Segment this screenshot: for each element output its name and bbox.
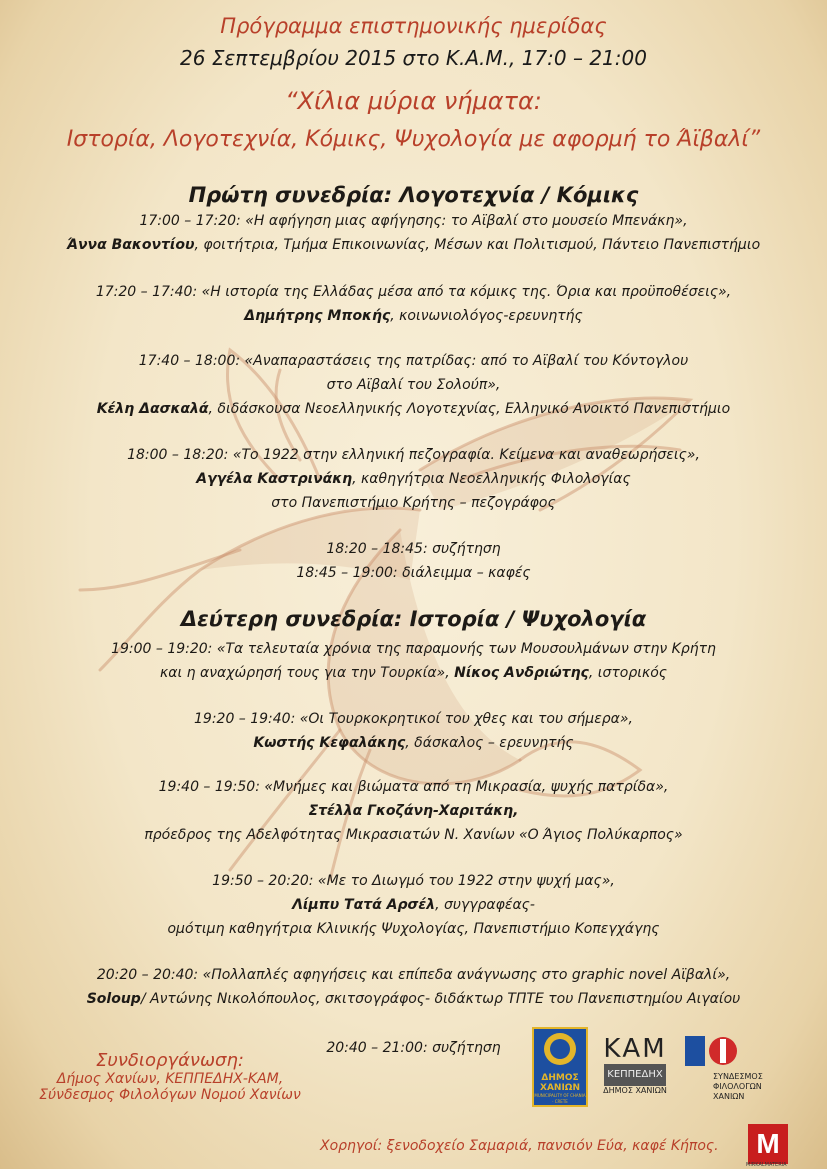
s2-event2-title: 19:20 – 19:40: «Οι Τουρκοκρητικοί του χθες και του σήμερα», [194,711,633,727]
speaker-role: , δάσκαλος – ερευνητής [405,735,574,751]
speaker-role: , διδάσκουσα Νεοελληνικής Λογοτεχνίας, Ελληνικό Ανοικτό Πανεπιστήμιο [208,401,731,417]
s1-discussion: 18:20 – 18:45: συζήτηση [326,541,501,557]
s2-event4-speaker [0,897,827,913]
association-label2: ΦΙΛΟΛΟΓΩΝ [713,1082,762,1091]
organizers-title: Συνδιοργάνωση: [96,1050,244,1071]
organizers [20,1050,320,1103]
dimos-label: ΔΗΜΟΣ ΧΑΝΙΩΝ [540,1073,580,1093]
s1-event1-speaker [0,237,827,253]
speaker-role: , κοινωνιολόγος-ερευνητής [390,308,583,324]
event-date: 26 Σεπτεμβρίου 2015 στο Κ.Α.Μ., 17:0 – 21:00 [180,46,647,70]
s2-event1-speaker [0,665,827,681]
municipality-chania-logo [532,1027,588,1107]
s1-event4-title: 18:00 – 18:20: «Το 1922 στην ελληνική πεζογραφία. Κείμενα και αναθεωρήσεις», [127,447,700,463]
title-cont: και η αναχώρησή τους για την Τουρκία», [159,665,455,681]
speaker-name: Αγγέλα Καστρινάκη [196,471,353,487]
event-title-line1: “Χίλια μύρια νήματα: [285,87,542,115]
kam-sublabel1: ΚΕΠΠΕΔΗΧ [604,1064,666,1086]
speaker-name: Κωστής Κεφαλάκης [253,735,406,751]
s1-event3-speaker [0,401,827,417]
s2-event3-speaker [0,803,827,819]
speaker-name: Νίκος Ανδριώτης [454,665,589,681]
s1-event4-speaker-cont: στο Πανεπιστήμιο Κρήτης – πεζογράφος [271,495,556,511]
kam-sublabel2: ΔΗΜΟΣ ΧΑΝΙΩΝ [603,1086,667,1095]
kam-label: ΚΑΜ [603,1034,667,1064]
dimos-sublabel: MUNICIPALITY OF CHANIA · CRETE [534,1093,586,1104]
session2-title: Δεύτερη συνεδρία: Ιστορία / Ψυχολογία [180,607,647,631]
speaker-role: / Αντώνης Νικολόπουλος, σκιτσογράφος- διδάκτωρ ΤΠΤΕ του Πανεπιστημίου Αιγαίου [140,991,741,1007]
speaker-role: , καθηγήτρια Νεοελληνικής Φιλολογίας [352,471,631,487]
session1-title: Πρώτη συνεδρία: Λογοτεχνία / Κόμικς [188,183,639,207]
speaker-name: Στέλλα Γκοζάνη-Χαριτάκη, [308,803,519,819]
s2-event3-speaker-cont: πρόεδρος της Αδελφότητας Μικρασιατών Ν. Χανίων «Ο Άγιος Πολύκαρπος» [144,827,683,843]
s1-break: 18:45 – 19:00: διάλειμμα – καφές [296,565,531,581]
m-letter: M [756,1128,780,1159]
association-label3: ΧΑΝΙΩΝ [713,1092,745,1101]
event-title-line2: Ιστορία, Λογοτεχνία, Κόμικς, Ψυχολογία με αφορμή το Άϊβαλί” [66,127,761,152]
speaker-role: , ιστορικός [588,665,668,681]
s1-event3-title-cont: στο Αϊβαλί του Σολούπ», [326,377,501,393]
speaker-role: , φοιτήτρια, Τμήμα Επικοινωνίας, Μέσων και Πολιτισμού, Πάντειο Πανεπιστήμιο [194,237,761,253]
s1-event2-title: 17:20 – 17:40: «Η ιστορία της Ελλάδας μέσα από τα κόμικς της. Όρια και προϋποθέσεις», [95,284,732,300]
s2-event4-speaker-cont: ομότιμη καθηγήτρια Κλινικής Ψυχολογίας, Πανεπιστήμιο Κοπεγχάγης [167,921,660,937]
organizers-line2: Σύνδεσμος Φιλολόγων Νομού Χανίων [39,1087,301,1103]
speaker-name: Λίμπυ Τατά Αρσέλ [292,897,436,913]
s1-event3-title: 17:40 – 18:00: «Αναπαραστάσεις της πατρίδας: από το Αϊβαλί του Κόντογλου [138,353,689,369]
s2-event4-title: 19:50 – 20:20: «Με το Διωγμό του 1922 στην ψυχή μας», [212,873,615,889]
speaker-name: Soloup [86,991,141,1007]
program-heading: Πρόγραμμα επιστημονικής ημερίδας [220,14,607,38]
organizers-line1: Δήμος Χανίων, ΚΕΠΠΕΔΗΧ-ΚΑΜ, [56,1071,284,1087]
s1-event1-title: 17:00 – 17:20: «Η αφήγηση μιας αφήγησης: το Αϊβαλί στο μουσείο Μπενάκη», [139,213,688,229]
sponsors: Χορηγοί: ξενοδοχείο Σαμαριά, πανσιόν Εύα, καφέ Κήπος. [320,1138,719,1154]
s2-event5-speaker [0,991,827,1007]
speaker-name: Άννα Βακοντίου [66,237,195,253]
media-logo-label: MIRKALMATERIA [746,1162,787,1168]
s1-event4-speaker [0,471,827,487]
speaker-role: , συγγραφέας- [435,897,535,913]
association-label1: ΣΥΝΔΕΣΜΟΣ [713,1072,763,1081]
speaker-name: Κέλη Δασκαλά [96,401,209,417]
speaker-name: Δημήτρης Μποκής [244,308,391,324]
media-logo [748,1124,788,1164]
s2-event1-title: 19:00 – 19:20: «Τα τελευταία χρόνια της παραμονής των Μουσουλμάνων στην Κρήτη [111,641,716,657]
s2-event3-title: 19:40 – 19:50: «Μνήμες και βιώματα από τη Μικρασία, ψυχής πατρίδα», [158,779,669,795]
s2-event2-speaker [0,735,827,751]
s2-discussion: 20:40 – 21:00: συζήτηση [326,1040,501,1056]
s2-event5-title: 20:20 – 20:40: «Πολλαπλές αφηγήσεις και επίπεδα ανάγνωσης στο graphic novel Αϊβαλί», [96,967,731,983]
s1-event2-speaker [0,308,827,324]
